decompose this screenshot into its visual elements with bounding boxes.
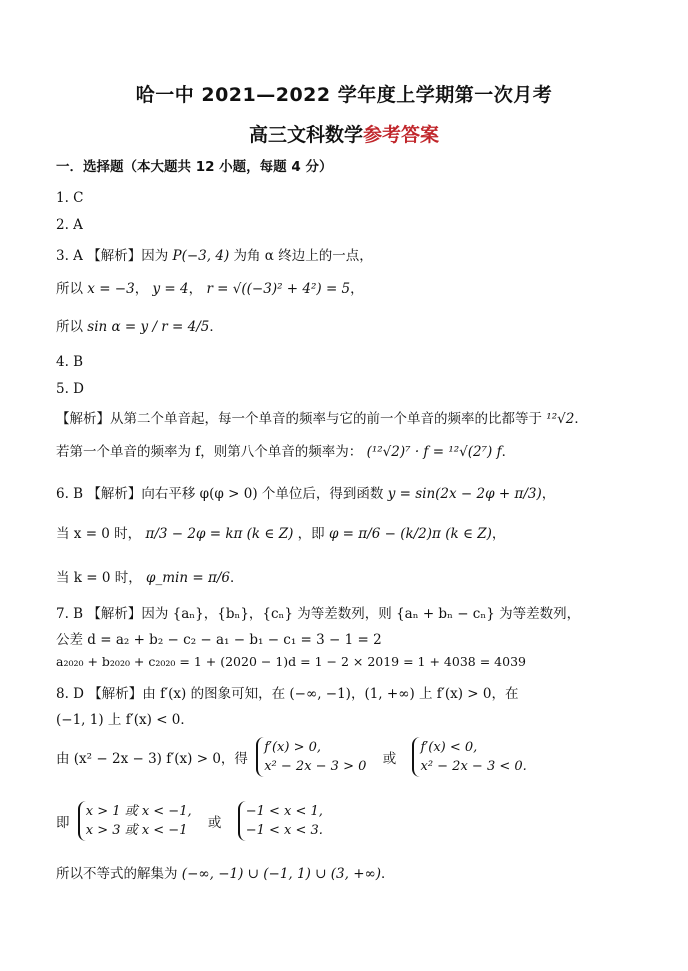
q8-line-2: (−1, 1) 上 f′(x) < 0． xyxy=(56,712,194,728)
q6-line-2: 当 x = 0 时， π/3 − 2φ = kπ (k ∈ Z) ，即 φ = π/6 − (k/2)π (k ∈ Z)， xyxy=(56,526,506,542)
q3-point: P(−3, 4) xyxy=(172,248,230,264)
section-heading: 一．选择题（本大题共 12 小题，每题 4 分） xyxy=(56,159,333,175)
q7-line-3: a₂₀₂₀ + b₂₀₂₀ + c₂₀₂₀ = 1 + (2020 − 1)d = 1 − 2 × 2019 = 1 + 4038 = 4039 xyxy=(56,654,526,669)
answer-8: 8. D 【解析】由 f′(x) 的图象可知，在 (−∞, −1)，(1, +∞) 上 f′(x) > 0，在 xyxy=(56,686,519,702)
q6-phi-result: φ = π/6 − (k/2)π (k ∈ Z) xyxy=(328,526,492,542)
q6-l2-prefix: 当 x = 0 时， xyxy=(56,526,142,542)
q8-sys3-row2: x > 3 或 x < −1 xyxy=(85,823,188,838)
q8-system-1 xyxy=(256,737,366,777)
q3-head: 3. A 【解析】因为 xyxy=(56,248,169,264)
q8-sys2-row2: x² − 2x − 3 < 0. xyxy=(420,759,527,774)
answer-4: 4. B xyxy=(56,354,84,370)
q3-l2-prefix: 所以 xyxy=(56,281,83,297)
q8-solution-set: (−∞, −1) ∪ (−1, 1) ∪ (3, +∞) xyxy=(181,866,382,882)
q8-line-5: 所以不等式的解集为 (−∞, −1) ∪ (−1, 1) ∪ (3, +∞)． xyxy=(56,866,395,882)
q8-l4-prefix: 即 xyxy=(56,815,70,831)
q6-function: y = sin(2x − 2φ + π/3) xyxy=(387,486,542,502)
q5-l2-text: 若第一个单音的频率为 f，则第八个单音的频率为： xyxy=(56,444,363,460)
q3-sin-value: sin α = y / r = 4/5 xyxy=(87,319,210,335)
q8-sys3-row1: x > 1 或 x < −1, xyxy=(85,804,192,819)
q5-ratio: ¹²√2 xyxy=(546,411,575,427)
q8-l3-prefix: 由 (x² − 2x − 3) f′(x) > 0，得 xyxy=(56,751,248,767)
answer-5: 5. D xyxy=(56,381,84,397)
q8-sys4-row1: −1 < x < 1, xyxy=(245,804,323,819)
q7-line-2: 公差 d = a₂ + b₂ − c₂ − a₁ − b₁ − c₁ = 3 − 1 = 2 xyxy=(56,632,382,648)
q8-or-1: 或 xyxy=(382,751,397,767)
exam-subtitle xyxy=(0,120,688,147)
q6-l2-mid: ，即 xyxy=(297,526,325,542)
q8-system-4 xyxy=(238,801,323,841)
q3-tail: 为角 α 终边上的一点， xyxy=(233,248,373,264)
answer-3 xyxy=(56,244,373,264)
q3-x-value: x = −3 xyxy=(87,281,135,297)
q3-line-2: 所以 x = −3， y = 4， r = √((−3)² + 4²) = 5， xyxy=(56,281,364,297)
q8-or-2: 或 xyxy=(207,815,222,831)
q6-phi-min: φ_min = π/6 xyxy=(146,570,230,586)
answer-6: 6. B 【解析】向右平移 φ(φ > 0) 个单位后，得到函数 y = sin(2x − 2φ + π/3)， xyxy=(56,486,556,502)
q3-y-value: y = 4 xyxy=(152,281,189,297)
q8-sys2-row1: f′(x) < 0, xyxy=(420,740,478,755)
q8-sys1-row2: x² − 2x − 3 > 0 xyxy=(264,759,367,774)
answer-2: 2. A xyxy=(56,217,83,233)
q6-l3-prefix: 当 k = 0 时， xyxy=(56,570,142,586)
q8-system-2 xyxy=(412,737,526,777)
q6-line-3: 当 k = 0 时， φ_min = π/6． xyxy=(56,570,244,586)
q5-explanation-2: 若第一个单音的频率为 f，则第八个单音的频率为： (¹²√2)⁷ · f = ¹²√(2⁷) f． xyxy=(56,444,516,460)
q8-line-4 xyxy=(56,801,327,841)
q3-r-value: r = √((−3)² + 4²) = 5 xyxy=(206,281,351,297)
q5-explanation-1: 【解析】从第二个单音起，每一个单音的频率与它的前一个单音的频率的比都等于 ¹²√2． xyxy=(56,411,588,427)
exam-title: 哈一中 2021—2022 学年度上学期第一次月考 xyxy=(135,84,553,106)
q8-system-3 xyxy=(78,801,192,841)
q5-l1-text: 【解析】从第二个单音起，每一个单音的频率与它的前一个单音的频率的比都等于 xyxy=(56,411,542,427)
q8-sys1-row1: f′(x) > 0, xyxy=(264,740,322,755)
q3-line-3: 所以 sin α = y / r = 4/5． xyxy=(56,319,223,335)
q6-equation: π/3 − 2φ = kπ (k ∈ Z) xyxy=(145,526,294,542)
q8-l5-prefix: 所以不等式的解集为 xyxy=(56,866,178,882)
q5-frequency-expr: (¹²√2)⁷ · f = ¹²√(2⁷) f xyxy=(366,444,502,460)
q6-l1-text: 6. B 【解析】向右平移 φ(φ > 0) 个单位后，得到函数 xyxy=(56,486,384,502)
subtitle-main: 高三文科数学 xyxy=(248,124,363,146)
answer-7: 7. B 【解析】因为 {aₙ}，{bₙ}，{cₙ} 为等差数列，则 {aₙ + bₙ − cₙ} 为等差数列， xyxy=(56,606,581,622)
q8-sys4-row2: −1 < x < 3. xyxy=(245,823,323,838)
subtitle-answer-key: 参考答案 xyxy=(363,124,440,146)
q3-l3-prefix: 所以 xyxy=(56,319,83,335)
q8-line-3 xyxy=(56,737,531,777)
answer-1: 1. C xyxy=(56,190,84,206)
